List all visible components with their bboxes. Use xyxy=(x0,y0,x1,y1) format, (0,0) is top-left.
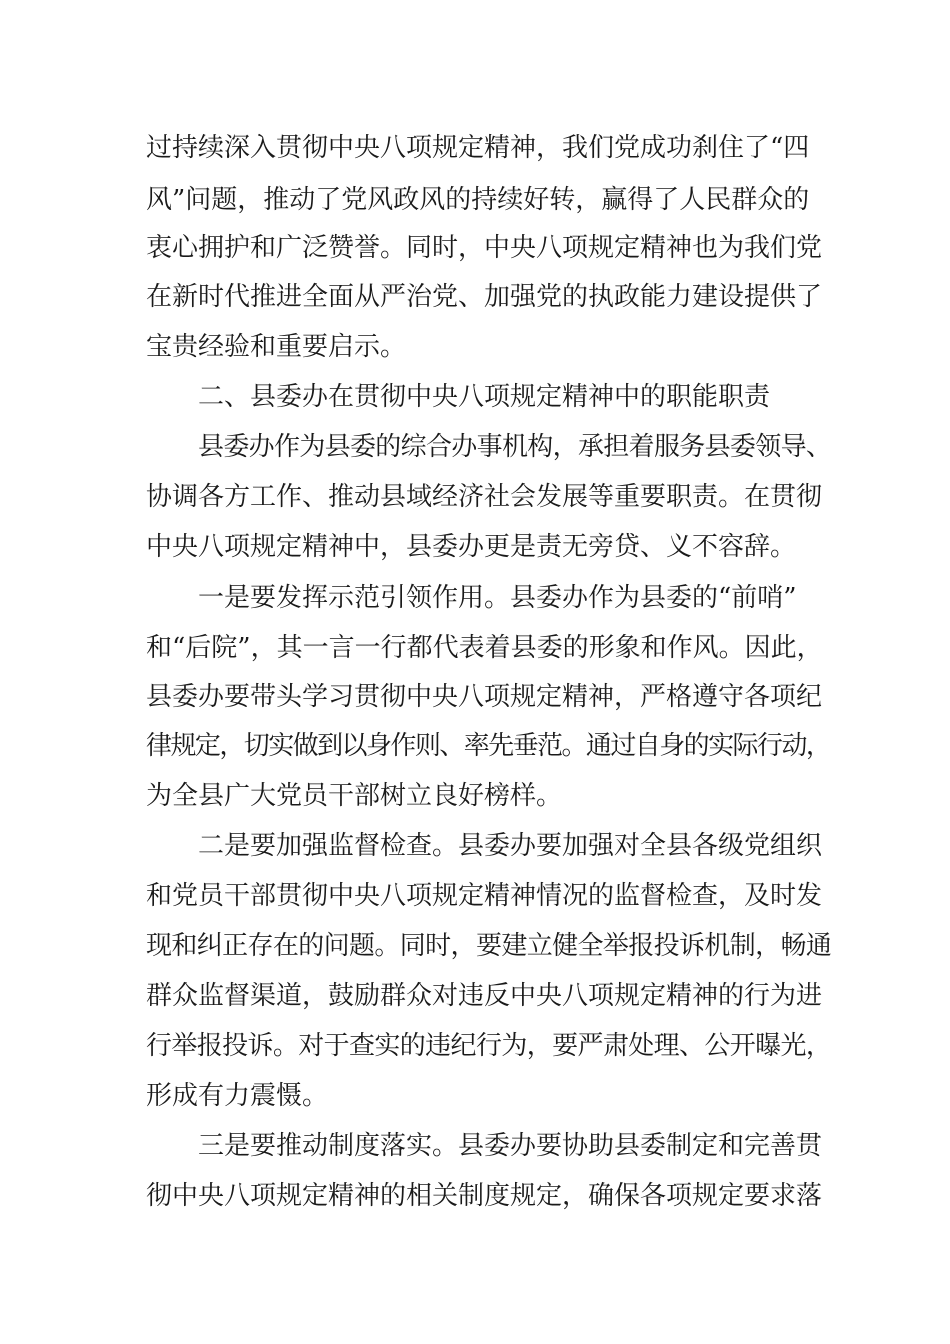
paragraph-line: 群众监督渠道，鼓励群众对违反中央八项规定精神的行为进 xyxy=(146,981,823,1011)
paragraph-line: 和“后院”，其一言一行都代表着县委的形象和作风。因此， xyxy=(146,633,823,663)
paragraph-line: 律规定，切实做到以身作则、率先垂范。通过自身的实际行动， xyxy=(146,731,831,761)
paragraph-line: 二是要加强监督检查。县委办要加强对全县各级党组织 xyxy=(198,831,823,861)
paragraph-line: 衷心拥护和广泛赞誉。同时，中央八项规定精神也为我们党 xyxy=(146,233,823,263)
paragraph-line: 一是要发挥示范引领作用。县委办作为县委的“前哨” xyxy=(198,583,797,613)
paragraph-line: 在新时代推进全面从严治党、加强党的执政能力建设提供了 xyxy=(146,282,823,312)
paragraph-line: 县委办要带头学习贯彻中央八项规定精神，严格遵守各项纪 xyxy=(146,682,823,712)
paragraph-line: 为全县广大党员干部树立良好榜样。 xyxy=(146,781,563,811)
paragraph-line: 风”问题，推动了党风政风的持续好转，赢得了人民群众的 xyxy=(146,185,810,215)
paragraph-line: 协调各方工作、推动县域经济社会发展等重要职责。在贯彻 xyxy=(146,482,823,512)
paragraph-line: 形成有力震慑。 xyxy=(146,1081,329,1111)
paragraph-line: 行举报投诉。对于查实的违纪行为，要严肃处理、公开曝光， xyxy=(146,1031,832,1061)
paragraph-line: 县委办作为县委的综合办事机构，承担着服务县委领导、 xyxy=(198,432,832,462)
paragraph-line: 中央八项规定精神中，县委办更是责无旁贷、义不容辞。 xyxy=(146,532,797,562)
paragraph-line: 和党员干部贯彻中央八项规定精神情况的监督检查，及时发 xyxy=(146,881,823,911)
paragraph-line: 三是要推动制度落实。县委办要协助县委制定和完善贯 xyxy=(198,1131,823,1161)
paragraph-line: 过持续深入贯彻中央八项规定精神，我们党成功刹住了“四 xyxy=(146,133,810,163)
paragraph-line: 宝贵经验和重要启示。 xyxy=(146,332,407,362)
section-heading: 二、县委办在贯彻中央八项规定精神中的职能职责 xyxy=(198,382,771,412)
paragraph-line: 彻中央八项规定精神的相关制度规定，确保各项规定要求落 xyxy=(146,1181,823,1211)
paragraph-line: 现和纠正存在的问题。同时，要建立健全举报投诉机制，畅通 xyxy=(146,931,832,961)
